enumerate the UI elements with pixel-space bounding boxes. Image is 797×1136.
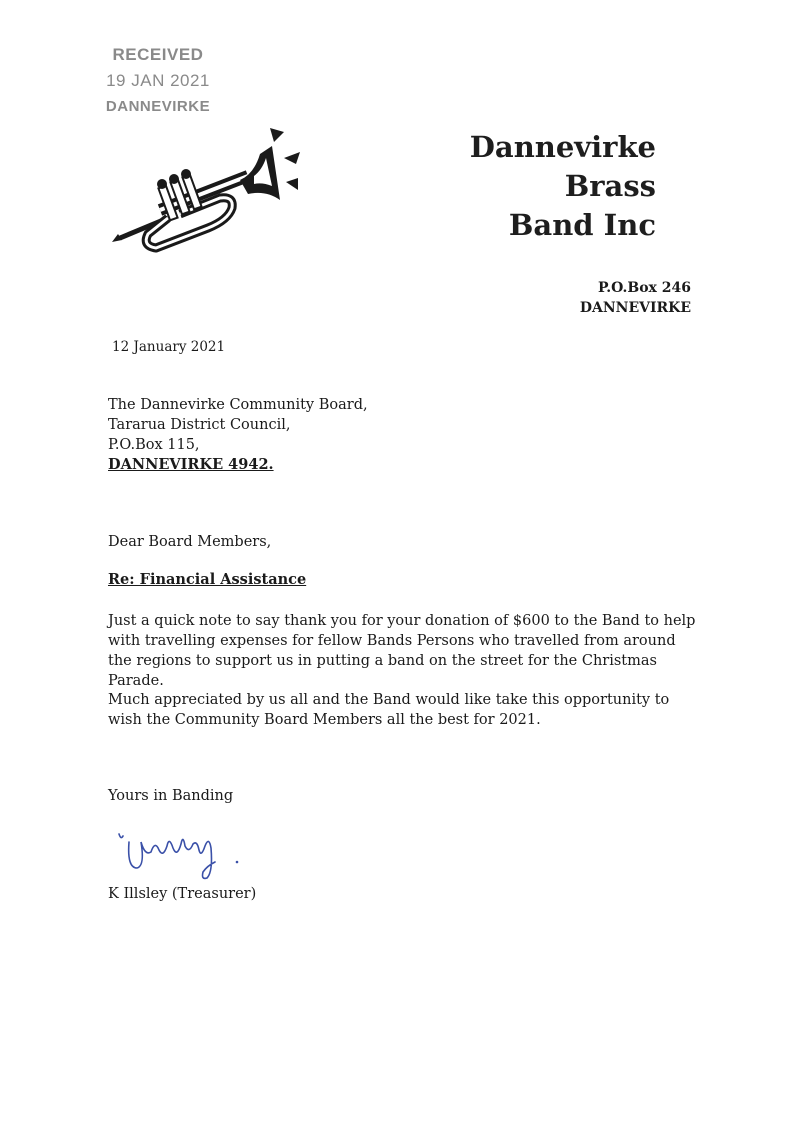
org-name-line2: Band Inc xyxy=(508,208,656,242)
signature xyxy=(115,828,255,884)
sender-address xyxy=(520,278,691,318)
sender-po-box: P.O.Box 246 xyxy=(598,280,691,296)
recipient-line: The Dannevirke Community Board, xyxy=(108,397,368,413)
sender-town: DANNEVIRKE xyxy=(579,300,691,316)
recipient-town: DANNEVIRKE 4942. xyxy=(108,456,274,473)
recipient-address xyxy=(108,395,368,475)
body-paragraph: Just a quick note to say thank you for your donation of $600 to the Band to help with travelling expenses for fellow Bands Persons who travelled from around the regions to support us in putting a band on the street for the Christmas Parade. xyxy=(108,613,696,689)
salutation: Dear Board Members, xyxy=(108,534,272,550)
trumpet-icon xyxy=(108,124,308,264)
signer-name: K Illsley (Treasurer) xyxy=(108,886,257,902)
stamp-location: DANNEVIRKE xyxy=(105,98,211,115)
stamp-date: 19 JAN 2021 xyxy=(106,71,210,90)
subject-line: Re: Financial Assistance xyxy=(108,571,307,588)
received-stamp xyxy=(98,42,218,120)
stamp-received: RECEIVED xyxy=(112,45,204,64)
recipient-line: Tararua District Council, xyxy=(108,417,291,433)
body-paragraph: Much appreciated by us all and the Band would like take this opportunity to wish the Community Board Members all the best for 2021. xyxy=(108,692,670,728)
recipient-line: P.O.Box 115, xyxy=(108,437,200,453)
letter-date: 12 January 2021 xyxy=(112,339,226,355)
closing: Yours in Banding xyxy=(108,788,234,804)
organization-name xyxy=(380,128,656,245)
org-name-line1: Dannevirke Brass xyxy=(469,130,656,203)
